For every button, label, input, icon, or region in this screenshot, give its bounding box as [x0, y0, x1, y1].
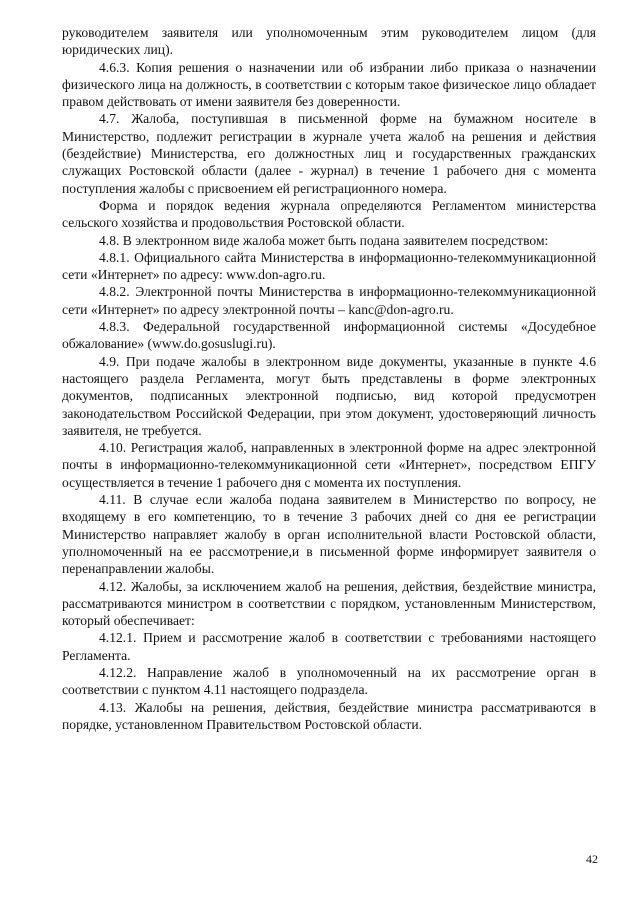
paragraph-4-8: 4.8. В электронном виде жалоба может быть подана заявителем посредством:: [99, 232, 549, 248]
paragraph-4-10: 4.10. Регистрация жалоб, направленных в электронной форме на адрес электронной почты в информационно-телекоммуникационной сети «Интернет», посредством ЕПГУ осуществляется в течение 1 рабочего дня с момента их поступления.: [62, 440, 596, 490]
paragraph-4-8-3: 4.8.3. Федеральной государственной информационной системы «Досудебное обжалование» (www.do.gosuslugi.ru).: [62, 319, 596, 352]
paragraph-4-9: 4.9. При подаче жалобы в электронном виде документы, указанные в пункте 4.6 настоящего раздела Регламента, могут быть представлены в форме электронных документов, подписанных электронной подписью, вид которой предусмотрен законодательством Российской Федерации, при этом документ, удостоверяющий личность заявителя, не требуется.: [62, 353, 596, 438]
paragraph-4-6-3: 4.6.3. Копия решения о назначении или об избрании либо приказа о назначении физического лица на должность, в соответствии с которым такое физическое лицо обладает правом действовать от имени заявителя без доверенности.: [62, 59, 596, 110]
page-number: 42: [586, 852, 598, 866]
paragraph-4-11: 4.11. В случае если жалоба подана заявителем в Министерство по вопросу, не входящему в его компетенцию, то в течение 3 рабочих дней со дня ее регистрации Министерство направляет жалобу в орган исполнительной власти Ростовской области, уполномоченный на ее рассмотрение,и в письменной форме информирует заявителя о перенаправлении жалобы.: [62, 492, 596, 577]
paragraph-4-12: 4.12. Жалобы, за исключением жалоб на решения, действия, бездействие министра, рассматриваются министром в соответствии с порядком, установленным Министерством, который обеспечивает:: [62, 578, 596, 629]
paragraph-continuation: руководителем заявителя или уполномоченным этим руководителем лицом (для юридических лиц).: [62, 25, 596, 58]
paragraph-journal-form: Форма и порядок ведения журнала определяются Регламентом министерства сельского хозяйства и продовольствия Ростовской области.: [62, 197, 596, 231]
paragraph-4-7: 4.7. Жалоба, поступившая в письменной форме на бумажном носителе в Министерство, подлежит регистрации в журнале учета жалоб на решения и действия (бездействие) Министерства, его должностных лиц и государственных гражданских служащих Ростовской области (далее - журнал) в течение 1 рабочего дня с момента поступления жалобы с присвоением ей регистрационного номера.: [62, 111, 596, 196]
paragraph-4-12-2: 4.12.2. Направление жалоб в уполномоченный на их рассмотрение орган в соответствии с пунктом 4.11 настоящего подраздела.: [62, 664, 596, 698]
paragraph-4-12-1: 4.12.1. Прием и рассмотрение жалоб в соответствии с требованиями настоящего Регламента.: [62, 630, 596, 663]
paragraph-4-8-2: 4.8.2. Электронной почты Министерства в информационно-телекоммуникационной сети «Интернет» по адресу электронной почты – kanc@don-agro.ru.: [62, 284, 596, 317]
document-page: [62, 24, 596, 733]
paragraph-4-8-1: 4.8.1. Официального сайта Министерства в информационно-телекоммуникационной сети «Интернет» по адресу: www.don-agro.ru.: [62, 249, 596, 283]
paragraph-4-13: 4.13. Жалобы на решения, действия, бездействие министра рассматриваются в порядке, установленном Правительством Ростовской области.: [62, 699, 596, 732]
